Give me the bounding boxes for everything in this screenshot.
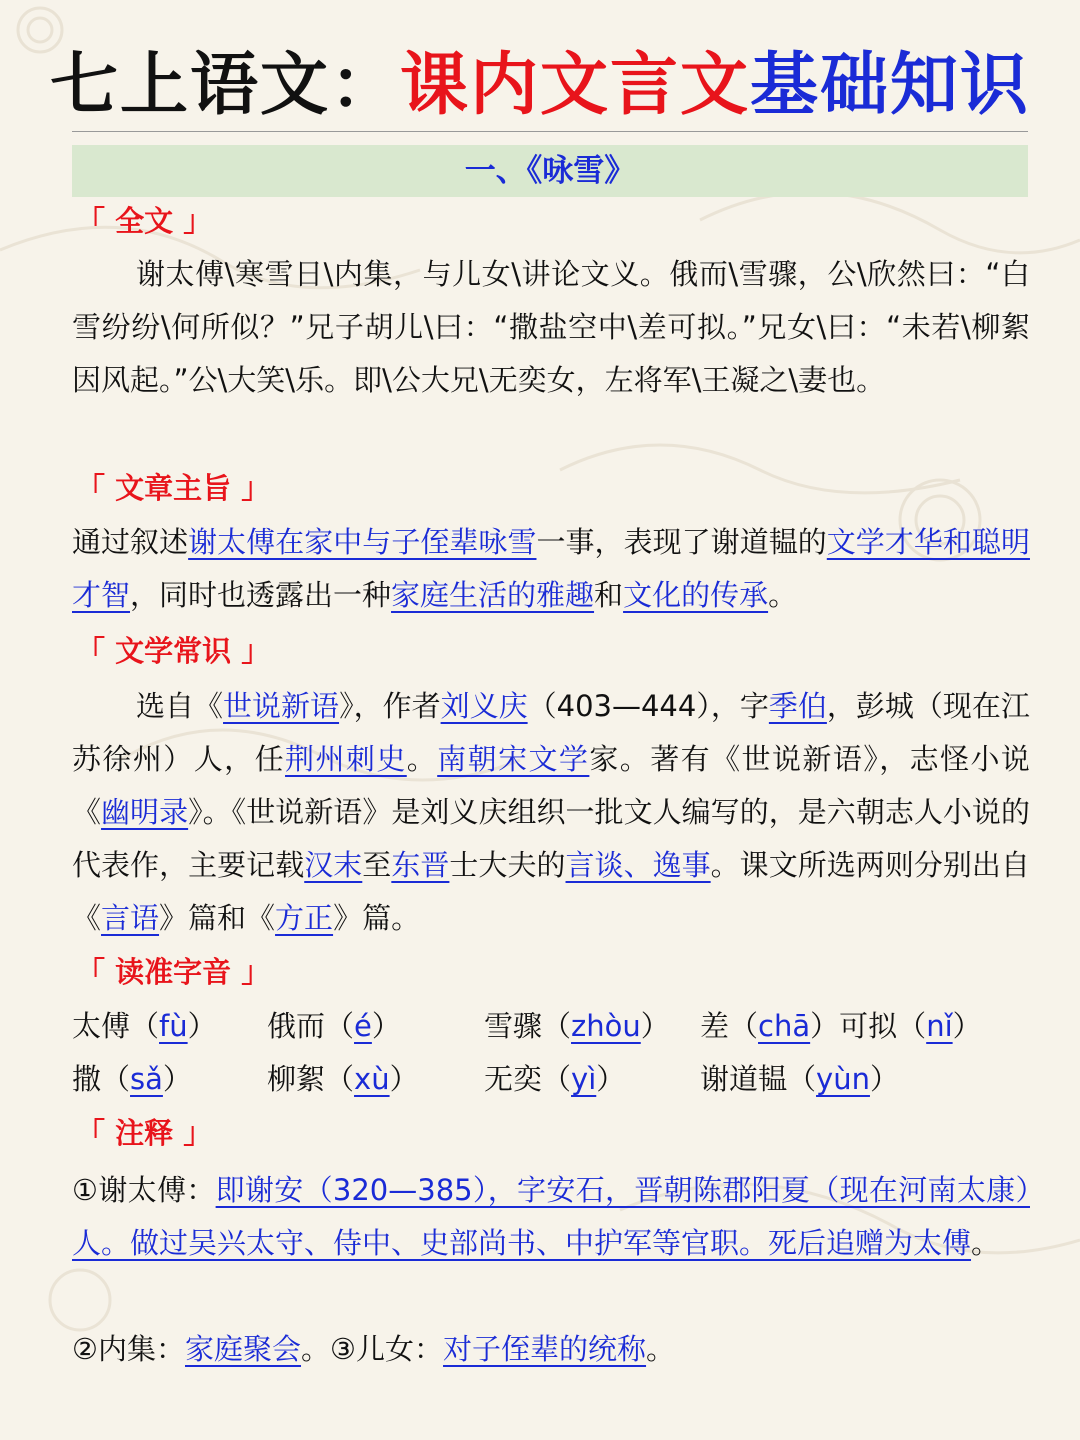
lit-text: （403—444），字	[527, 689, 769, 723]
theme-key-culture: 文化的传承	[623, 578, 769, 612]
lit-text: ，彭城（现在江苏徐州）人，任	[72, 689, 1030, 776]
note-text: 对子侄辈的统称	[443, 1332, 647, 1366]
word: 差	[700, 1009, 730, 1043]
note-label: ①谢太傅：	[72, 1173, 216, 1207]
pronunciation-item: 撒（sǎ）	[72, 1062, 192, 1096]
lit-key: 汉末	[304, 848, 363, 882]
note-end: 。	[301, 1332, 331, 1366]
note-end: 。	[646, 1332, 676, 1366]
section-literature-heading: 「 文学常识 」	[76, 634, 271, 668]
word: 谢道韫	[700, 1062, 788, 1096]
theme-key-talent: 文学才华和聪明才智	[72, 525, 1030, 612]
pronunciation-item: 无奕（yì）	[484, 1062, 626, 1096]
pinyin: yùn	[816, 1062, 870, 1096]
note-text: 即谢安（320—385），字安石，晋朝陈郡阳夏（现在河南太康）人。做过吴兴太守、侍中、史部尚书、中护军等官职。死后追赠为太傅	[72, 1173, 1030, 1260]
literature-paragraph	[72, 680, 1030, 945]
section-pronunciation-heading: 「 读准字音 」	[76, 955, 271, 989]
lit-text: 。课文所选两则分别出自《	[72, 848, 1030, 935]
theme-paragraph	[72, 516, 1030, 622]
pronunciation-row	[72, 1000, 1030, 1053]
lit-key: 言语	[101, 901, 160, 935]
lit-text: 》，作者	[339, 689, 441, 723]
pinyin: é	[354, 1009, 372, 1043]
lit-key: 方正	[275, 901, 334, 935]
lit-key: 南朝宋文学	[437, 742, 590, 776]
theme-key-family: 家庭生活的雅趣	[391, 578, 595, 612]
theme-key-event: 谢太傅在家中与子侄辈咏雪	[188, 525, 537, 559]
lit-key: 幽明录	[101, 795, 189, 829]
theme-text: 。	[768, 578, 798, 612]
section-fulltext-heading: 「 全文 」	[76, 204, 213, 238]
theme-text: 和	[594, 578, 624, 612]
word: 柳絮	[267, 1062, 326, 1096]
lit-key: 言谈、逸事	[565, 848, 711, 882]
title-topic: 课内文言文	[399, 45, 750, 125]
theme-text: 通过叙述	[72, 525, 189, 559]
lit-text: 家。著有《世说新语》，志怪小说《	[72, 742, 1030, 829]
lit-key: 世说新语	[223, 689, 340, 723]
lit-key: 刘义庆	[440, 689, 528, 723]
pinyin: chā	[758, 1009, 811, 1043]
theme-text: ，同时也透露出一种	[130, 578, 392, 612]
lit-text: 至	[362, 848, 392, 882]
lit-text: 。	[406, 742, 438, 776]
pinyin: sǎ	[130, 1062, 163, 1096]
note-label: ②内集：	[72, 1332, 185, 1366]
note-end: 。	[971, 1226, 1001, 1260]
pinyin: nǐ	[926, 1009, 953, 1043]
pronunciation-item: 谢道韫（yùn）	[700, 1062, 899, 1096]
lit-text: 》篇和《	[159, 901, 276, 935]
word: 太傅	[72, 1009, 131, 1043]
title-grade: 七上语文：	[49, 45, 400, 125]
pinyin: yì	[571, 1062, 597, 1096]
lit-text: 选自《	[136, 689, 224, 723]
note-label: ③儿女：	[330, 1332, 444, 1366]
lesson-banner: 一、《咏雪》	[72, 145, 1028, 197]
page-title	[0, 40, 1080, 130]
pinyin: fù	[159, 1009, 188, 1043]
word: 撒	[72, 1062, 102, 1096]
lit-text: 》。《世说新语》是刘义庆组织一批文人编写的，是六朝志人小说的代表作，主要记载	[72, 795, 1030, 882]
word: 可拟	[839, 1009, 898, 1043]
lit-text: 士大夫的	[449, 848, 566, 882]
note-2-3	[72, 1323, 1030, 1376]
note-1	[72, 1164, 1030, 1270]
pronunciation-item: 柳絮（xù）	[267, 1062, 419, 1096]
lit-key: 季伯	[768, 689, 827, 723]
word: 无奕	[484, 1062, 543, 1096]
title-basics: 基础知识	[750, 45, 1031, 125]
note-text: 家庭聚会	[185, 1332, 302, 1366]
section-notes-heading: 「 注释 」	[76, 1116, 213, 1150]
section-theme-heading: 「 文章主旨 」	[76, 471, 271, 505]
theme-text: 一事，表现了谢道韫的	[536, 525, 827, 559]
pinyin: xù	[354, 1062, 390, 1096]
lit-key: 荆州刺史	[285, 742, 407, 776]
title-divider	[72, 131, 1028, 132]
pronunciation-item: 雪骤（zhòu）	[484, 1009, 670, 1043]
pronunciation-item: 俄而（é）	[267, 1009, 401, 1043]
lit-text: 》篇。	[333, 901, 421, 935]
word: 雪骤	[484, 1009, 543, 1043]
pronunciation-row	[72, 1053, 1030, 1106]
fulltext-paragraph: 谢太傅\寒雪日\内集，与儿女\讲论文义。俄而\雪骤，公\欣然曰：“白雪纷纷\何所似？”兄子胡儿\曰：“撒盐空中\差可拟。”兄女\曰：“未若\柳絮因风起。”公\大笑\乐。即\公大兄\无奕女，左将军\王凝之\妻也。	[72, 257, 1030, 397]
lit-key: 东晋	[391, 848, 450, 882]
pronunciation-item: 太傅（fù）	[72, 1009, 217, 1043]
pronunciation-item: 差（chā）可拟（nǐ）	[700, 1009, 982, 1043]
pinyin: zhòu	[571, 1009, 641, 1043]
word: 俄而	[267, 1009, 326, 1043]
